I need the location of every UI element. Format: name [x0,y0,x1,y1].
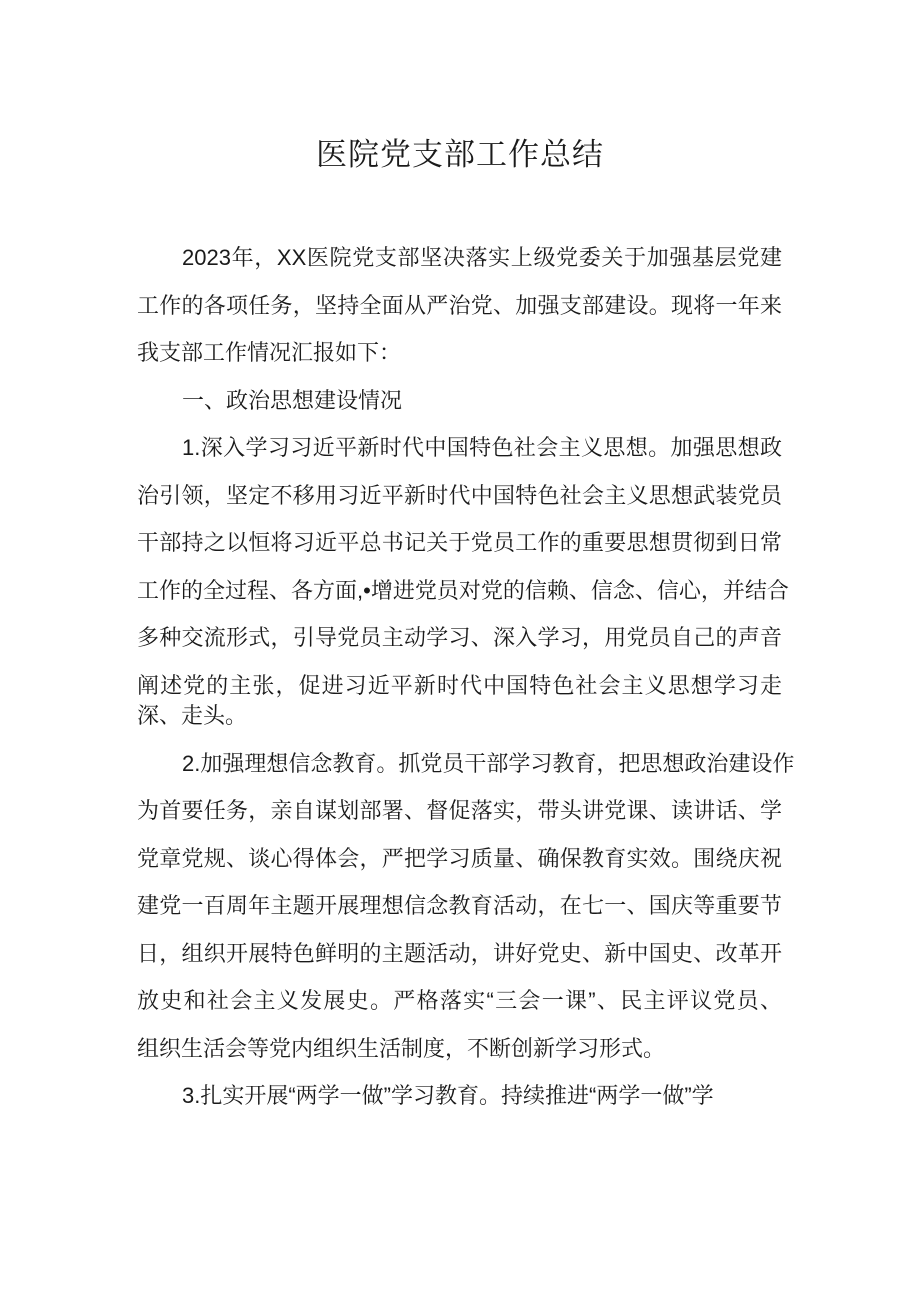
text-line: 建党一百周年主题开展理想信念教育活动，在七一、国庆等重要节 [137,893,782,918]
text-line: 党章党规、谈心得体会，严把学习质量、确保教育实效。围绕庆祝 [137,845,782,871]
text-line: 我支部工作情况汇报如下： [137,340,402,365]
paragraph [137,740,795,1073]
paragraph [137,377,782,425]
text-line: 一、政治思想建设情况 [182,387,403,413]
paragraph [137,424,789,740]
text-line: 3.扎实开展“两学一做”学习教育。持续推进“两学一做”学 [182,1083,714,1108]
text-line: 深、走头。 [137,703,248,728]
text-line: 阐述党的主张，促进习近平新时代中国特色社会主义思想学习走 [137,672,782,698]
text-line: 1.深入学习习近平新时代中国特色社会主义思想。加强思想政 [182,435,782,460]
text-line: 放史和社会主义发展史。严格落实“三会一课”、民主评议党员、 [137,988,782,1013]
document-body [137,234,795,1120]
text-line: 治引领，坚定不移用习近平新时代中国特色社会主义思想武装党员 [137,482,782,508]
paragraph [137,1072,782,1120]
text-line: 多种交流形式，引导党员主动学习、深入学习，用党员自己的声音 [137,625,782,650]
text-line: 日，组织开展特色鲜明的主题活动，讲好党史、新中国史、改革开 [137,940,782,966]
text-line: 工作的各项任务，坚持全面从严治党、加强支部建设。现将一年来 [137,292,782,318]
text-line: 干部持之以恒将习近平总书记关于党员工作的重要思想贯彻到日常 [137,530,782,555]
text-line: 工作的全过程、各方面,•增进党员对党的信赖、信念、信心，并结合 [137,577,789,603]
text-line: 2023年，XX医院党支部坚决落实上级党委关于加强基层党建 [182,245,782,270]
text-line: 2.加强理想信念教育。抓党员干部学习教育，把思想政治建设作 [182,750,795,776]
text-line: 组织生活会等党内组织生活制度，不断创新学习形式。 [137,1035,666,1061]
document-title: 医院党支部工作总结 [316,137,604,172]
text-line: 为首要任务，亲自谋划部署、督促落实，带头讲党课、读讲话、学 [137,798,782,823]
paragraph [137,234,782,377]
